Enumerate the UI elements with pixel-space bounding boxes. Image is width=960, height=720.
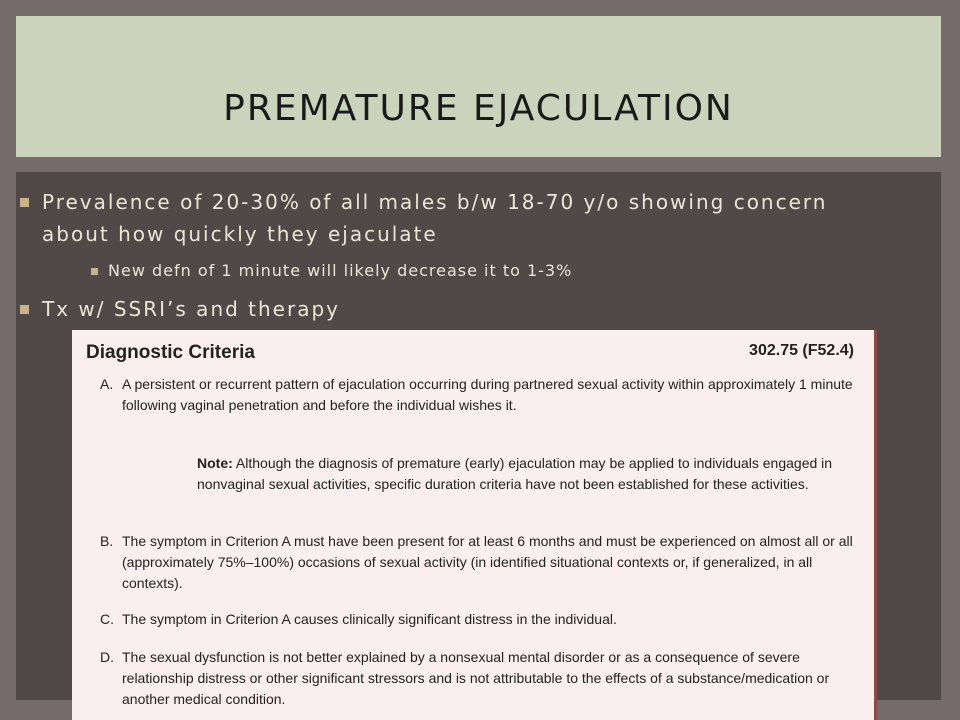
criterion-text: The symptom in Criterion A must have been present for at least 6 months and must be experienced on almost all or all (approximately 75%–100%) occasions of sexual activity (in identified situational contexts or, if generalized, in all contexts). [122, 533, 853, 591]
criteria-heading: Diagnostic Criteria [86, 342, 255, 363]
sub-bullet-text: New defn of 1 minute will likely decrease it to 1-3% [108, 261, 573, 280]
note-label: Note: [197, 455, 233, 471]
square-bullet-icon [91, 268, 98, 275]
title-panel [16, 16, 941, 157]
criterion-a [100, 374, 857, 416]
criterion-b [100, 531, 857, 594]
criterion-text: The symptom in Criterion A causes clinically significant distress in the individual. [122, 611, 617, 627]
note-text: Although the diagnosis of premature (early) ejaculation may be applied to individuals engaged in nonvaginal sexual activities, specific duration criteria have not been established for these activities. [197, 455, 833, 492]
slide-title: PREMATURE EJACULATION [223, 88, 734, 129]
criterion-d [100, 647, 857, 710]
bullet-text: Tx w/ SSRI’s and therapy [42, 297, 340, 321]
criterion-text: The sexual dysfunction is not better explained by a nonsexual mental disorder or as a consequence of severe relationship distress or other significant stressors and is not attributable to the effects of a substance/medication or another medical condition. [122, 649, 830, 707]
criterion-note [197, 453, 857, 495]
square-bullet-icon [20, 305, 29, 314]
criteria-code: 302.75 (F52.4) [749, 342, 854, 359]
bullet-prevalence [42, 186, 862, 250]
criterion-letter: B. [100, 533, 114, 549]
diagnostic-criteria-image [72, 330, 877, 720]
criterion-letter: A. [100, 376, 114, 392]
criterion-letter: C. [100, 611, 114, 627]
square-bullet-icon [20, 198, 29, 207]
sub-bullet-definition [108, 259, 868, 283]
criterion-text: A persistent or recurrent pattern of ejaculation occurring during partnered sexual activity within approximately 1 minute following vaginal penetration and before the individual wishes it. [122, 376, 853, 413]
criterion-c [100, 609, 857, 630]
bullet-text: Prevalence of 20-30% of all males b/w 18-70 y/o showing concern about how quickly they ejaculate [42, 190, 828, 246]
criterion-letter: D. [100, 649, 114, 665]
bullet-treatment [42, 293, 862, 325]
